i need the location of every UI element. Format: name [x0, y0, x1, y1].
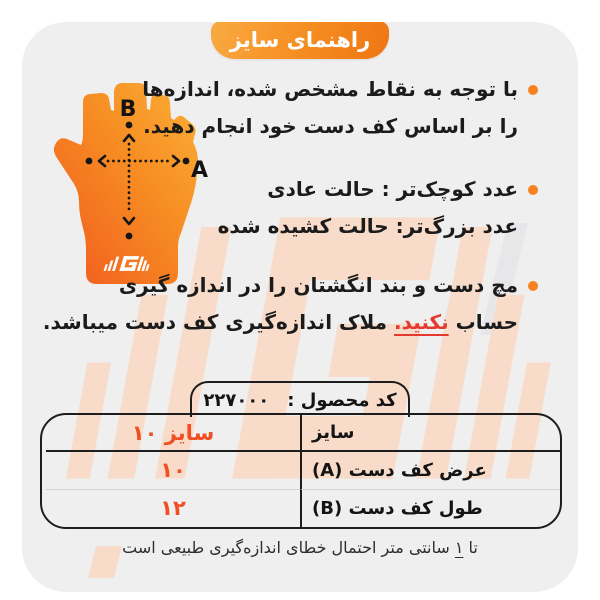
- product-code-pill: [190, 381, 410, 417]
- bullet-number-meaning: [218, 171, 538, 245]
- label-a: A: [191, 158, 209, 183]
- bullet-exclude-wrist: [43, 267, 538, 341]
- bullet-text: ملاک اندازه‌گیری کف دست میباشد.: [42, 310, 395, 334]
- bullet-line: مچ دست و بند انگشتان را در اندازه گیری: [118, 273, 518, 297]
- size-table: [40, 413, 562, 529]
- measurement-note: [22, 538, 578, 557]
- badge-label: راهنمای سایز: [229, 28, 371, 52]
- note-text: تا: [463, 538, 478, 557]
- bullet-line: با توجه به نقاط مشخص شده، اندازه‌ها: [142, 77, 518, 101]
- note-number: ۱: [454, 538, 464, 557]
- bullet-dot-icon: [528, 185, 538, 195]
- product-code-value: ۲۲۷۰۰۰: [203, 389, 270, 411]
- bullet-line: را بر اساس کف دست خود انجام دهید.: [143, 114, 518, 138]
- note-text: سانتی متر احتمال خطای اندازه‌گیری طبیعی است: [122, 538, 455, 557]
- bullet-text: حساب: [448, 310, 518, 334]
- bullet-measure-points: [142, 71, 538, 145]
- label-b: B: [119, 97, 137, 122]
- size-guide-card: [22, 22, 578, 592]
- bullet-line: عدد کوچک‌تر : حالت عادی: [267, 177, 518, 201]
- bullet-line: [43, 304, 518, 341]
- table-row-value: ۱۰: [46, 452, 300, 489]
- bullet-dot-icon: [528, 85, 538, 95]
- product-code-label: کد محصول :: [287, 389, 397, 411]
- warning-word: نکنید.: [394, 310, 449, 334]
- table-row-label: طول کف دست (B): [300, 490, 560, 527]
- table-row-label: عرض کف دست (A): [300, 452, 560, 489]
- table-row-value: ۱۲: [160, 496, 186, 521]
- table-header-value: سایز ۱۰: [46, 415, 300, 452]
- bullet-line: عدد بزرگ‌تر: حالت کشیده شده: [217, 214, 518, 238]
- table-header-label: سایز: [300, 415, 560, 452]
- size-guide-badge: [211, 22, 389, 59]
- bullet-dot-icon: [528, 281, 538, 291]
